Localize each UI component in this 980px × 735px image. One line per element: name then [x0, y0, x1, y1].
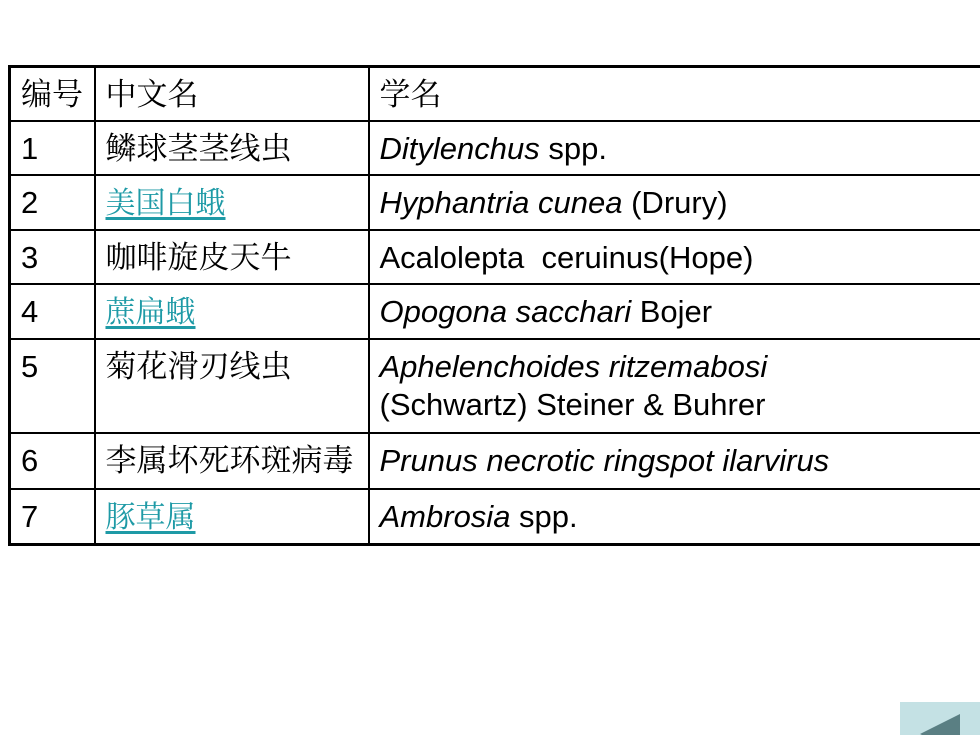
table-row [10, 121, 980, 175]
chinese-name-link[interactable]: 蔗扁蛾 [105, 295, 196, 330]
scientific-name [369, 284, 980, 339]
table-row [10, 339, 980, 433]
quarantine-pest-table [8, 65, 980, 546]
chinese-name: 李属坏死环斑病毒 [95, 433, 369, 489]
table-row [10, 489, 980, 545]
previous-slide-button[interactable] [900, 702, 980, 735]
scientific-name-rest: spp. [510, 499, 578, 534]
scientific-name-italic: Opogona sacchari [379, 294, 632, 329]
triangle-left-icon [900, 702, 980, 735]
chinese-name-link[interactable]: 豚草属 [105, 500, 196, 535]
table-row [10, 284, 980, 339]
scientific-name-italic: Prunus necrotic ringspot ilarvirus [379, 443, 830, 478]
table-row [10, 433, 980, 489]
chinese-name: 鳞球茎茎线虫 [95, 121, 369, 175]
row-number: 2 [10, 175, 95, 230]
table-header-row [10, 67, 980, 122]
scientific-name-italic: Hyphantria cunea [379, 185, 623, 220]
scientific-name-italic: Ambrosia [379, 499, 511, 534]
scientific-name-italic: Aphelenchoides ritzemabosi [379, 349, 768, 384]
row-number: 7 [10, 489, 95, 545]
scientific-name-italic: Ditylenchus [379, 131, 540, 166]
scientific-name [369, 230, 980, 284]
row-number: 4 [10, 284, 95, 339]
scientific-name [369, 339, 980, 433]
chinese-name: 咖啡旋皮天牛 [95, 230, 369, 284]
scientific-name-rest: Bojer [631, 294, 713, 329]
chinese-name-cell [95, 489, 369, 545]
scientific-name [369, 433, 980, 489]
chinese-name-link[interactable]: 美国白蛾 [105, 186, 226, 221]
scientific-name-rest: Acalolepta ceruinus(Hope) [379, 240, 754, 275]
scientific-name [369, 175, 980, 230]
scientific-name-rest: (Schwartz) Steiner & Buhrer [379, 387, 766, 422]
row-number: 6 [10, 433, 95, 489]
scientific-name-rest: spp. [539, 131, 607, 166]
header-chinese-name: 中文名 [95, 67, 369, 122]
table-row [10, 230, 980, 284]
scientific-name-rest: (Drury) [622, 185, 728, 220]
scientific-name [369, 121, 980, 175]
row-number: 3 [10, 230, 95, 284]
scientific-name [369, 489, 980, 545]
row-number: 1 [10, 121, 95, 175]
row-number: 5 [10, 339, 95, 433]
table-row [10, 175, 980, 230]
chinese-name: 菊花滑刃线虫 [95, 339, 369, 433]
chinese-name-cell [95, 175, 369, 230]
header-scientific-name: 学名 [369, 67, 980, 122]
chinese-name-cell [95, 284, 369, 339]
header-number: 编号 [10, 67, 95, 122]
